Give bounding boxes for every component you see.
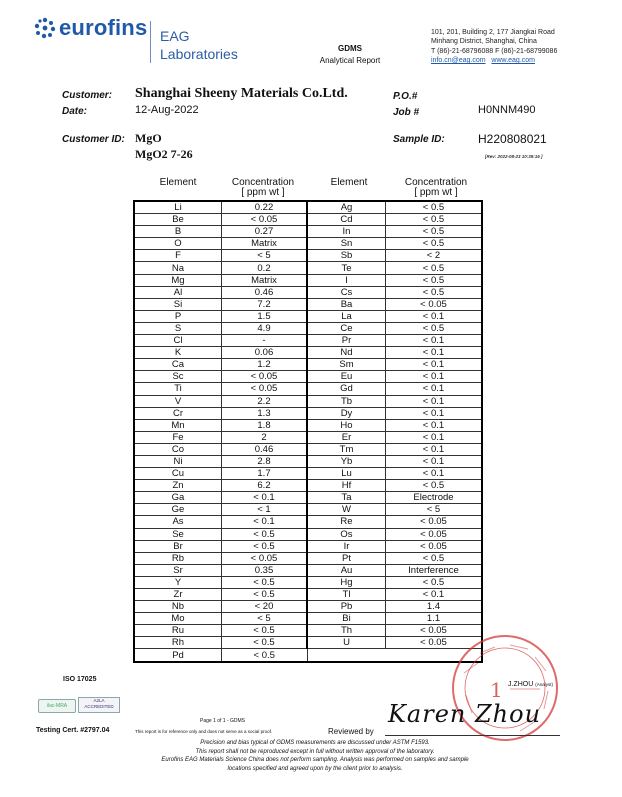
element-cell: Pb bbox=[307, 601, 386, 613]
element-cell: Cl bbox=[134, 335, 222, 347]
concentration-cell: < 0.5 bbox=[386, 286, 483, 298]
element-cell: Lu bbox=[307, 468, 386, 480]
concentration-cell: < 0.1 bbox=[386, 443, 483, 455]
element-cell: Cd bbox=[307, 214, 386, 226]
concentration-cell: Interference bbox=[386, 564, 483, 576]
brand-line-2: Laboratories bbox=[160, 46, 238, 62]
concentration-cell: < 0.5 bbox=[386, 238, 483, 250]
concentration-cell: < 0.5 bbox=[386, 214, 483, 226]
address-line: Minhang District, Shanghai, China bbox=[431, 38, 537, 46]
date-value: 12-Aug-2022 bbox=[135, 104, 199, 116]
eurofins-logo-icon bbox=[34, 17, 56, 39]
table-row bbox=[134, 492, 482, 504]
table-row bbox=[134, 383, 482, 395]
address-line: 101, 201, Building 2, 177 Jiangkai Road bbox=[431, 29, 555, 36]
concentration-cell: < 20 bbox=[222, 601, 308, 613]
table-row bbox=[134, 419, 482, 431]
element-cell: Ti bbox=[134, 383, 222, 395]
concentration-cell: < 0.1 bbox=[386, 468, 483, 480]
concentration-cell: 1.1 bbox=[386, 613, 483, 625]
concentration-cell: 0.46 bbox=[222, 443, 308, 455]
concentration-cell: < 0.05 bbox=[222, 383, 308, 395]
element-cell: Sr bbox=[134, 564, 222, 576]
sample-id-value: H220808021 bbox=[478, 132, 547, 146]
table-row bbox=[134, 286, 482, 298]
element-cell: Fe bbox=[134, 431, 222, 443]
element-cell: Re bbox=[307, 516, 386, 528]
concentration-cell: 1.2 bbox=[222, 359, 308, 371]
element-cell: Tm bbox=[307, 443, 386, 455]
table-row bbox=[134, 528, 482, 540]
concentration-cell: < 0.1 bbox=[222, 492, 308, 504]
po-label: P.O.# bbox=[393, 91, 418, 102]
element-cell: Zn bbox=[134, 480, 222, 492]
concentration-cell: < 0.05 bbox=[386, 625, 483, 637]
table-row bbox=[134, 407, 482, 419]
element-cell: Ca bbox=[134, 359, 222, 371]
concentration-cell: < 0.5 bbox=[222, 540, 308, 552]
table-body bbox=[134, 201, 482, 662]
address-line: T (86)-21-68796088 F (86)-21-68799086 bbox=[431, 47, 558, 55]
concentration-cell: 1.8 bbox=[222, 419, 308, 431]
concentration-cell: Matrix bbox=[222, 274, 308, 286]
concentration-cell: - bbox=[222, 335, 308, 347]
table-row bbox=[134, 214, 482, 226]
concentration-cell: Matrix bbox=[222, 238, 308, 250]
concentration-cell: 4.9 bbox=[222, 322, 308, 334]
table-row bbox=[134, 250, 482, 262]
table-row bbox=[134, 480, 482, 492]
element-cell: La bbox=[307, 310, 386, 322]
concentration-cell: < 0.1 bbox=[386, 371, 483, 383]
ilac-mra-badge: ilac-MRA bbox=[38, 699, 76, 713]
concentration-cell: < 5 bbox=[386, 504, 483, 516]
element-cell: O bbox=[134, 238, 222, 250]
concentration-cell: 2 bbox=[222, 431, 308, 443]
concentration-cell: < 0.1 bbox=[386, 589, 483, 601]
concentration-cell: 1.5 bbox=[222, 310, 308, 322]
col-header-element-2: Element bbox=[330, 177, 368, 188]
table-row bbox=[134, 649, 482, 662]
concentration-cell: 7.2 bbox=[222, 298, 308, 310]
table-row bbox=[134, 274, 482, 286]
concentration-cell: < 0.5 bbox=[386, 480, 483, 492]
concentration-label: Concentration bbox=[231, 177, 295, 188]
element-cell: Pd bbox=[134, 649, 222, 662]
brand-line-1: EAG bbox=[160, 28, 190, 44]
element-cell: Pr bbox=[307, 335, 386, 347]
element-cell: Ho bbox=[307, 419, 386, 431]
element-cell: Sc bbox=[134, 371, 222, 383]
concentration-cell: < 0.5 bbox=[222, 625, 308, 637]
element-cell: Si bbox=[134, 298, 222, 310]
concentration-cell: < 0.5 bbox=[386, 226, 483, 238]
concentration-cell: < 0.05 bbox=[222, 214, 308, 226]
a2la-badge-line1: A2LA bbox=[93, 698, 105, 703]
testing-cert: Testing Cert. #2797.04 bbox=[36, 727, 110, 734]
concentration-cell: < 0.5 bbox=[386, 201, 483, 214]
element-cell: Os bbox=[307, 528, 386, 540]
footer-notes bbox=[100, 739, 530, 773]
job-label: Job # bbox=[393, 107, 420, 118]
table-row bbox=[134, 540, 482, 552]
lab-address bbox=[431, 28, 557, 66]
concentration-cell: 0.35 bbox=[222, 564, 308, 576]
element-cell: Tb bbox=[307, 395, 386, 407]
table-row bbox=[134, 298, 482, 310]
element-cell: Hg bbox=[307, 576, 386, 588]
element-cell: Sm bbox=[307, 359, 386, 371]
table-row bbox=[134, 395, 482, 407]
table-row bbox=[134, 238, 482, 250]
concentration-cell: 1.3 bbox=[222, 407, 308, 419]
element-cell: W bbox=[307, 504, 386, 516]
report-title: GDMS bbox=[338, 44, 362, 53]
concentration-cell: < 0.05 bbox=[386, 528, 483, 540]
concentration-cell: < 0.5 bbox=[222, 589, 308, 601]
table-row bbox=[134, 310, 482, 322]
job-value: H0NNM490 bbox=[478, 104, 536, 116]
element-cell: U bbox=[307, 637, 386, 649]
element-cell: Ir bbox=[307, 540, 386, 552]
table-row bbox=[134, 613, 482, 625]
col-header-concentration-2 bbox=[388, 178, 484, 198]
concentration-cell: < 0.5 bbox=[222, 528, 308, 540]
concentration-cell: < 0.5 bbox=[386, 552, 483, 564]
concentration-cell: < 0.05 bbox=[222, 371, 308, 383]
element-cell: Ni bbox=[134, 455, 222, 467]
table-row bbox=[134, 347, 482, 359]
concentration-cell: < 0.5 bbox=[222, 576, 308, 588]
concentration-cell: < 0.1 bbox=[386, 310, 483, 322]
concentration-cell: < 0.1 bbox=[386, 335, 483, 347]
analyst-role: (Analyst) bbox=[535, 682, 553, 687]
table-row bbox=[134, 564, 482, 576]
element-cell: Cs bbox=[307, 286, 386, 298]
concentration-cell: < 5 bbox=[222, 250, 308, 262]
element-cell: Yb bbox=[307, 455, 386, 467]
iso-label: ISO 17025 bbox=[63, 676, 97, 683]
a2la-badge-line2: ACCREDITED bbox=[84, 704, 114, 709]
element-cell: Mo bbox=[134, 613, 222, 625]
element-cell: Na bbox=[134, 262, 222, 274]
element-cell: Sb bbox=[307, 250, 386, 262]
concentration-cell: Electrode bbox=[386, 492, 483, 504]
element-cell: Nb bbox=[134, 601, 222, 613]
table-row bbox=[134, 455, 482, 467]
table-row bbox=[134, 625, 482, 637]
date-label: Date: bbox=[62, 106, 88, 117]
element-cell: V bbox=[134, 395, 222, 407]
concentration-cell: < 5 bbox=[222, 613, 308, 625]
element-cell: F bbox=[134, 250, 222, 262]
concentration-cell: < 0.5 bbox=[386, 322, 483, 334]
concentration-cell: < 0.05 bbox=[386, 637, 483, 649]
element-cell: Co bbox=[134, 443, 222, 455]
element-cell: Be bbox=[134, 214, 222, 226]
element-cell: Nd bbox=[307, 347, 386, 359]
customer-id-label: Customer ID: bbox=[62, 134, 125, 145]
concentration-cell: 0.22 bbox=[222, 201, 308, 214]
element-cell: In bbox=[307, 226, 386, 238]
concentration-cell: < 0.05 bbox=[222, 552, 308, 564]
element-cell: Mg bbox=[134, 274, 222, 286]
customer-id-value: MgO bbox=[135, 131, 162, 145]
table-row bbox=[134, 601, 482, 613]
element-cell bbox=[307, 649, 386, 662]
concentration-cell: < 0.1 bbox=[386, 407, 483, 419]
table-row bbox=[134, 262, 482, 274]
element-cell: Te bbox=[307, 262, 386, 274]
analyst-name-text: J.ZHOU bbox=[508, 681, 534, 688]
table-row bbox=[134, 576, 482, 588]
concentration-cell: < 2 bbox=[386, 250, 483, 262]
element-cell: Pt bbox=[307, 552, 386, 564]
element-cell: Ce bbox=[307, 322, 386, 334]
note-line: This report shall not be reproduced except in full without written approval of the laboratory. bbox=[195, 748, 435, 755]
concentration-label: Concentration bbox=[404, 177, 468, 188]
sample-id-label: Sample ID: bbox=[393, 134, 445, 145]
element-cell: Ta bbox=[307, 492, 386, 504]
concentration-cell: 1.7 bbox=[222, 468, 308, 480]
element-cell: B bbox=[134, 226, 222, 238]
table-row bbox=[134, 552, 482, 564]
table-row bbox=[134, 359, 482, 371]
unit-label: [ ppm wt ] bbox=[414, 187, 458, 198]
reference-note: This report is for reference only and does not serve as a social proof. bbox=[135, 729, 273, 734]
table-row bbox=[134, 443, 482, 455]
concentration-cell: 6.2 bbox=[222, 480, 308, 492]
element-cell: Ag bbox=[307, 201, 386, 214]
concentration-cell: < 0.1 bbox=[386, 383, 483, 395]
table-row bbox=[134, 335, 482, 347]
customer-id-value-line2: MgO2 7-26 bbox=[135, 147, 193, 161]
table-row bbox=[134, 201, 482, 214]
element-cell: Dy bbox=[307, 407, 386, 419]
note-line: Eurofins EAG Materials Science China does not perform sampling. Analysis was performed on samples and sample bbox=[161, 757, 469, 763]
element-cell: Ba bbox=[307, 298, 386, 310]
element-cell: Au bbox=[307, 564, 386, 576]
concentration-cell: < 0.1 bbox=[386, 431, 483, 443]
page-number: Page 1 of 1 - GDMS bbox=[200, 718, 246, 724]
element-cell: I bbox=[307, 274, 386, 286]
concentration-cell: 0.46 bbox=[222, 286, 308, 298]
table-row bbox=[134, 516, 482, 528]
element-cell: Y bbox=[134, 576, 222, 588]
note-line: Precision and bias typical of GDMS measurements are discussed under ASTM F1593. bbox=[200, 740, 430, 746]
concentration-cell: 2.2 bbox=[222, 395, 308, 407]
concentration-cell: < 0.05 bbox=[386, 516, 483, 528]
eurofins-logo-text: eurofins bbox=[59, 15, 148, 40]
note-line: locations specified and agreed upon by the client prior to analysis. bbox=[227, 765, 403, 772]
reviewer-signature: Karen Zhou bbox=[388, 700, 542, 728]
concentration-cell: < 0.05 bbox=[386, 540, 483, 552]
element-cell: Li bbox=[134, 201, 222, 214]
revision-stamp: [Rev: 2022-08-23 10:39:16 ] bbox=[485, 154, 543, 159]
element-cell: Mn bbox=[134, 419, 222, 431]
email-link[interactable]: info.cn@eag.com bbox=[431, 57, 486, 65]
reviewed-by-label: Reviewed by bbox=[328, 727, 374, 736]
concentration-cell: 2.8 bbox=[222, 455, 308, 467]
element-cell: Cu bbox=[134, 468, 222, 480]
element-cell: Hf bbox=[307, 480, 386, 492]
element-cell: Ge bbox=[134, 504, 222, 516]
concentration-cell: < 0.5 bbox=[222, 637, 308, 649]
table-row bbox=[134, 226, 482, 238]
element-cell: Zr bbox=[134, 589, 222, 601]
element-cell: Br bbox=[134, 540, 222, 552]
concentration-cell: < 1 bbox=[222, 504, 308, 516]
concentration-cell: 1.4 bbox=[386, 601, 483, 613]
analyst-name bbox=[508, 681, 553, 688]
concentration-cell: 0.2 bbox=[222, 262, 308, 274]
logo-divider bbox=[150, 21, 151, 63]
concentration-cell: < 0.1 bbox=[386, 455, 483, 467]
concentration-cell: < 0.5 bbox=[386, 262, 483, 274]
table-row bbox=[134, 504, 482, 516]
element-cell: Eu bbox=[307, 371, 386, 383]
table-row bbox=[134, 468, 482, 480]
concentration-cell: < 0.5 bbox=[222, 649, 308, 662]
element-cell: Er bbox=[307, 431, 386, 443]
element-cell: Th bbox=[307, 625, 386, 637]
col-header-element-1: Element bbox=[159, 177, 197, 188]
table-row bbox=[134, 637, 482, 649]
website-link[interactable]: www.eag.com bbox=[491, 57, 535, 65]
report-subtitle: Analytical Report bbox=[319, 56, 381, 65]
element-cell: As bbox=[134, 516, 222, 528]
concentration-table bbox=[133, 200, 483, 663]
col-header-concentration-1 bbox=[220, 178, 306, 198]
concentration-cell: 0.06 bbox=[222, 347, 308, 359]
table-row bbox=[134, 431, 482, 443]
element-cell: K bbox=[134, 347, 222, 359]
unit-label: [ ppm wt ] bbox=[241, 187, 285, 198]
signature-line bbox=[385, 735, 560, 736]
element-cell: Cr bbox=[134, 407, 222, 419]
element-cell: P bbox=[134, 310, 222, 322]
element-cell: Gd bbox=[307, 383, 386, 395]
concentration-cell: < 0.1 bbox=[386, 359, 483, 371]
table-row bbox=[134, 322, 482, 334]
element-cell: Rh bbox=[134, 637, 222, 649]
concentration-cell: < 0.05 bbox=[386, 298, 483, 310]
concentration-cell: < 0.5 bbox=[386, 274, 483, 286]
element-cell: Tl bbox=[307, 589, 386, 601]
concentration-cell: < 0.1 bbox=[386, 347, 483, 359]
table-row bbox=[134, 371, 482, 383]
table-row bbox=[134, 589, 482, 601]
concentration-cell: < 0.5 bbox=[386, 576, 483, 588]
element-cell: Ga bbox=[134, 492, 222, 504]
element-cell: Sn bbox=[307, 238, 386, 250]
element-cell: Rb bbox=[134, 552, 222, 564]
element-cell: Se bbox=[134, 528, 222, 540]
concentration-cell: < 0.1 bbox=[386, 395, 483, 407]
concentration-cell: < 0.1 bbox=[386, 419, 483, 431]
svg-text:1: 1 bbox=[490, 678, 503, 702]
element-cell: Al bbox=[134, 286, 222, 298]
element-cell: Bi bbox=[307, 613, 386, 625]
a2la-badge bbox=[78, 697, 120, 713]
concentration-cell: < 0.1 bbox=[222, 516, 308, 528]
concentration-cell: 0.27 bbox=[222, 226, 308, 238]
customer-label: Customer: bbox=[62, 90, 113, 101]
element-cell: Ru bbox=[134, 625, 222, 637]
customer-value: Shanghai Sheeny Materials Co.Ltd. bbox=[135, 86, 348, 101]
element-cell: S bbox=[134, 322, 222, 334]
